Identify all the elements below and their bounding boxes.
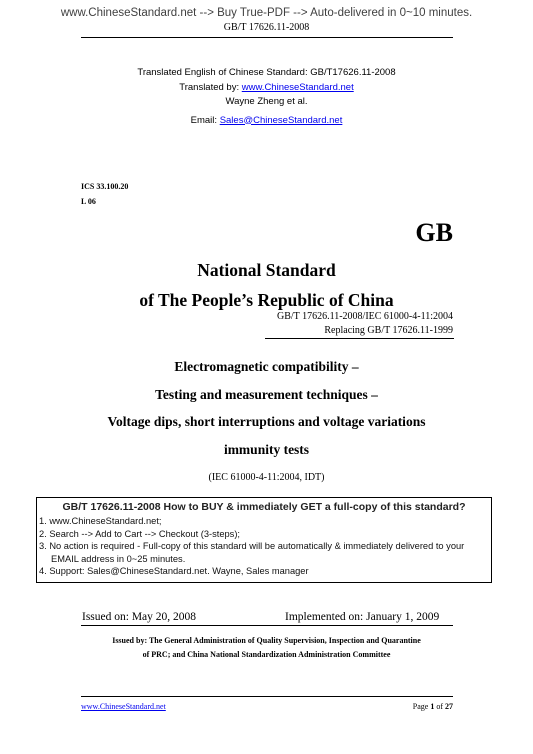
implemented-date: Implemented on: January 1, 2009: [285, 611, 440, 623]
subject-line-3: Voltage dips, short interruptions and voltage variations: [107, 414, 426, 429]
top-banner: www.ChineseStandard.net --> Buy True-PDF --> Auto-delivered in 0~10 minutes.: [60, 7, 473, 19]
replacing-standard: Replacing GB/T 17626.11-1999: [324, 325, 453, 336]
subject-line-4: immunity tests: [223, 441, 310, 457]
subject-line-1: Electromagnetic compatibility –: [174, 359, 359, 374]
page-label: Page: [412, 702, 431, 711]
standard-subject: [0, 353, 533, 463]
translated-by-line: [0, 81, 533, 96]
email-link[interactable]: Sales@ChineseStandard.net: [219, 114, 343, 126]
footer-site-link[interactable]: www.ChineseStandard.net: [81, 702, 166, 711]
translation-info: [0, 66, 533, 128]
standard-number-block: [277, 310, 453, 338]
footer-divider: [81, 696, 453, 697]
idt-reference: (IEC 61000-4-11:2004, IDT): [208, 472, 325, 483]
title-line-1: National Standard: [197, 260, 336, 280]
page-number: 1: [430, 702, 435, 711]
document-title: [0, 255, 533, 315]
issuer-line-1: Issued by: The General Administration of Quality Supervision, Inspection and Quarantine: [112, 636, 421, 645]
purchase-title: GB/T 17626.11-2008 How to BUY & immediately GET a full-copy of this standard?: [62, 501, 466, 513]
email-label: Email:: [190, 114, 220, 126]
page-separator: of: [434, 702, 445, 711]
ccs-code: L 06: [81, 197, 96, 206]
purchase-info-box: [36, 497, 492, 583]
purchase-step-2: 2. Search --> Add to Cart --> Checkout (3-steps);: [39, 528, 240, 539]
header-standard-number: GB/T 17626.11-2008: [223, 22, 310, 33]
standard-number-divider: [265, 338, 454, 339]
header-divider: [81, 37, 453, 38]
email-line: [0, 114, 533, 129]
purchase-step-4: 4. Support: Sales@ChineseStandard.net. Wayne, Sales manager: [39, 566, 309, 576]
translated-by-link[interactable]: www.ChineseStandard.net: [241, 81, 354, 93]
translated-by-label: Translated by:: [179, 81, 242, 93]
purchase-step-1: 1. www.ChineseStandard.net;: [39, 516, 162, 526]
page-indicator: [413, 702, 453, 711]
issued-date: Issued on: May 20, 2008: [82, 611, 197, 623]
standard-number: GB/T 17626.11-2008/IEC 61000-4-11:2004: [276, 311, 453, 322]
translation-line: Translated English of Chinese Standard: GB/T17626.11-2008: [137, 67, 396, 78]
translators-line: Wayne Zheng et al.: [225, 96, 308, 107]
dates-divider: [81, 625, 453, 626]
purchase-step-3: 3. No action is required - Full-copy of this standard will be automatically & immediately delivered to your EMAIL address in 0~25 minutes.: [39, 541, 465, 564]
ics-code: ICS 33.100.20: [81, 182, 129, 191]
page-total: 27: [445, 702, 453, 711]
subject-line-2: Testing and measurement techniques –: [155, 386, 378, 402]
title-line-2: of The People’s Republic of China: [139, 290, 394, 310]
issuer-block: [0, 634, 533, 662]
footer-site: [81, 702, 166, 711]
issuer-line-2: of PRC; and China National Standardization Administration Committee: [142, 650, 391, 659]
gb-mark: GB: [415, 218, 453, 247]
